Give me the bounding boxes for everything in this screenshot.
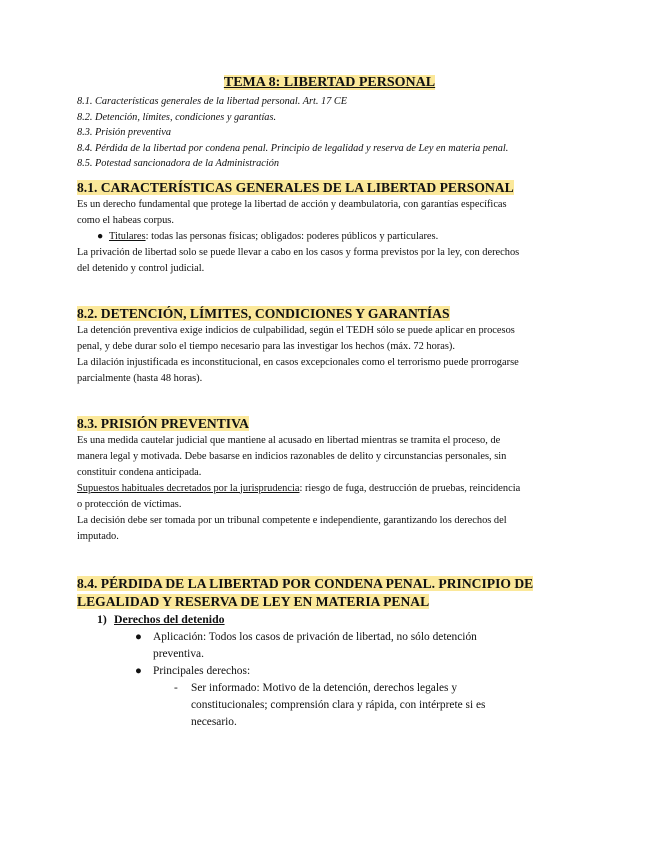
document-content: [77, 74, 582, 731]
paragraph: Es una medida cautelar judicial que mantiene al acusado en libertad mientras se tramita el proceso, de manera legal y motivada. Debe basarse en indicios razonables de delito y circunstancias personales, sin constituir condena anticipada.: [77, 434, 507, 478]
paragraph: La privación de libertad solo se puede llevar a cabo en los casos y forma previstos por la ley, con derechos del detenido y control judicial.: [77, 246, 520, 274]
paragraph: La dilación injustificada es inconstitucional, en casos excepcionales como el terrorismo puede prorrogarse parcialmente (hasta 48 horas).: [77, 356, 519, 384]
toc-item: 8.3. Prisión preventiva: [77, 127, 171, 138]
table-of-contents: [77, 94, 582, 172]
sub-list-item: - Ser informado: Motivo de la detención, derechos legales y constitucionales; comprensión clara y rápida, con intérprete si es necesario.: [174, 681, 486, 728]
section-8-3: [77, 415, 582, 545]
numbered-item: 1) Derechos del detenido: [97, 611, 225, 626]
paragraph: Supuestos habituales decretados por la jurisprudencia: riesgo de fuga, destrucción de pruebas, reincidencia o protección de víctimas.: [77, 482, 521, 510]
bullet-icon: ●: [97, 230, 104, 242]
toc-item: 8.4. Pérdida de la libertad por condena penal. Principio de legalidad y reserva de Ley en materia penal.: [77, 142, 509, 154]
dash-icon: -: [174, 681, 178, 694]
section-heading: 8.1. CARACTERÍSTICAS GENERALES DE LA LIBERTAD PERSONAL: [77, 179, 514, 195]
section-heading: 8.2. DETENCIÓN, LÍMITES, CONDICIONES Y GARANTÍAS: [77, 305, 450, 321]
section-8-4: [77, 575, 582, 731]
toc-item: 8.1. Características generales de la libertad personal. Art. 17 CE: [77, 96, 348, 107]
paragraph: La detención preventiva exige indicios de culpabilidad, según el TEDH sólo se puede aplicar en procesos penal, y debe durar solo el tiempo necesario para las investigar los hechos (máx. 72 horas).: [77, 324, 515, 352]
section-8-1: [77, 179, 582, 277]
list-item: ● Titulares: todas las personas físicas; obligados: poderes públicos y particulares.: [77, 229, 582, 245]
section-heading: 8.4. PÉRDIDA DE LA LIBERTAD POR CONDENA PENAL. PRINCIPIO DE LEGALIDAD Y RESERVA DE LEY EN MATERIA PENAL: [77, 575, 534, 609]
section-8-2: [77, 305, 582, 387]
toc-item: 8.2. Detención, límites, condiciones y garantías.: [77, 111, 277, 123]
list-item: ● Aplicación: Todos los casos de privación de libertad, no sólo detención preventiva.: [135, 630, 477, 660]
toc-item: 8.5. Potestad sancionadora de la Administración: [77, 158, 280, 169]
bullet-icon: ●: [135, 664, 142, 677]
paragraph: La decisión debe ser tomada por un tribunal competente e independiente, garantizando los derechos del imputado.: [77, 514, 507, 542]
paragraph: Es un derecho fundamental que protege la libertad de acción y deambulatoria, con garantías específicas como el habeas corpus.: [77, 198, 507, 226]
section-heading: 8.3. PRISIÓN PREVENTIVA: [77, 415, 249, 431]
list-item: ● Principales derechos:: [77, 663, 582, 680]
document-title: TEMA 8: LIBERTAD PERSONAL: [223, 75, 436, 90]
bullet-icon: ●: [135, 630, 142, 643]
